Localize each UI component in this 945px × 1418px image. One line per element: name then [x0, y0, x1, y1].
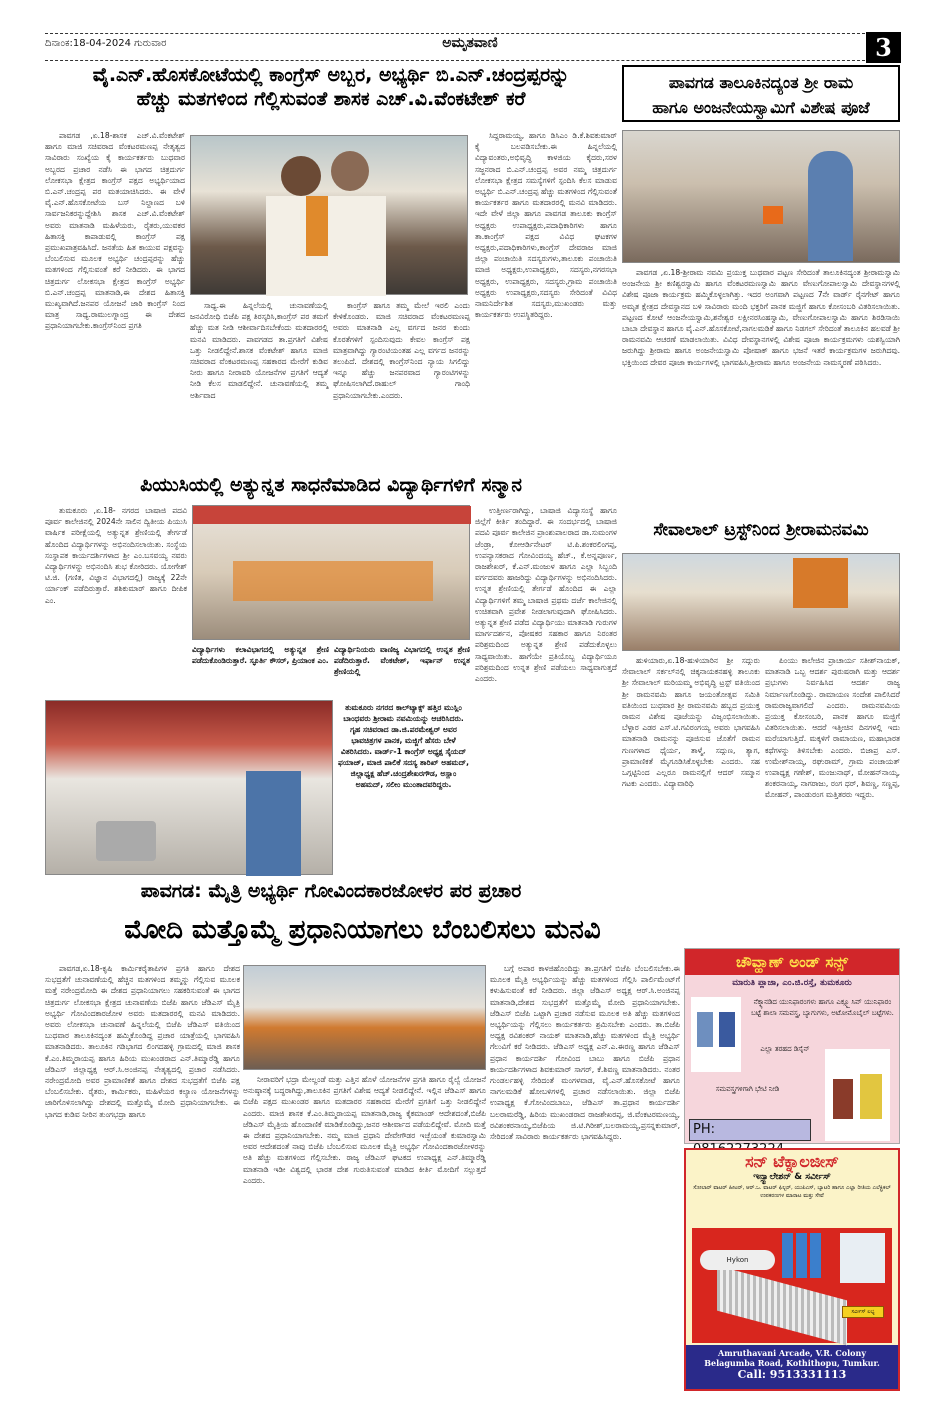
- issue-date: ದಿನಾಂಕ:18-04-2024 ಗುರುವಾರ: [45, 38, 167, 49]
- article-column: [475, 505, 617, 870]
- headline-line: ವೈ.ಎನ್.ಹೊಸಕೋಟೆಯಲ್ಲಿ ಕಾಂಗ್ರೆಸ್ ಅಬ್ಬರ, ಅಭ್ಯರ್ಥಿ ಬಿ.ಎನ್.ಚಂದ್ರಪ್ಪರನ್ನು: [92, 64, 570, 86]
- article-text: ಬಗ್ಗೆ ಅಪಾರ ಕಾಳಜಿಹೊಂದಿದ್ದು ತಾ.ಪ್ರಗತಿಗೆ ಬಿಜೆಪಿ ಬೆಂಬಲಿಸಬೇಕು.ಈ ಮೂಲಕ ಮೈತ್ರಿ ಅಭ್ಯರ್ಥಿಯನ್ನು ಹೆಚ್ಚು ಮತಗಳಿಂದ ಗೆಲ್ಲಿಸಿ ಪಾರ್ಲಿಮೆಂಟ್‌ಗೆ ಕಳುಹಿಸುವಂತೆ ಕರೆ ನೀಡಿದರು. ಜಿಲ್ಲಾ ಜೆಡಿಎಸ್ ಅಧ್ಯಕ್ಷ ಆರ್.ಸಿ.ಅಂಜಿನಪ್ಪ ಮಾತನಾಡಿ,ದೇಶದ ಸುಭದ್ರತೆಗೆ ಮತ್ತೊಮ್ಮೆ ಮೋದಿ ಪ್ರಧಾನಿಯಾಗಬೇಕು. ಜೆಡಿಎಸ್ ಬಿಜೆಪಿ ಒಟ್ಟಾಗಿ ಪ್ರಚಾರ ನಡೆಸುವ ಮೂಲಕ ಅತಿ ಹೆಚ್ಚು ಮತಗಳಿಂದ ಅಭ್ಯರ್ಥಿಯನ್ನು ಗೆಲ್ಲಿಸಲು ಕಾರ್ಯಕರ್ತರು ಶ್ರಮಿಸಬೇಕು ಎಂದರು. ತಾ.ಬಿಜೆಪಿ ಅಧ್ಯಕ್ಷ ರವಿಶಂಕರ್ ನಾಯಕ್ ಮಾತನಾಡಿ,ಹೆಚ್ಚು ಮತಗಳಿಂದ ಮೈತ್ರಿ ಅಭ್ಯರ್ಥಿ ಗೆಲುವಿಗೆ ಕರೆ ನೀಡಿದರು. ಜೆಡಿಎಸ್ ಅಧ್ಯಕ್ಷ ಎನ್.ಎ.ಈರಣ್ಣ ಹಾಗೂ ಜೆಡಿಎಸ್ ಪ್ರಧಾನ ಕಾರ್ಯದರ್ಶಿ ಗೋವಿಂದ ಬಾಬು ಹಾಗೂ ಬಿಜೆಪಿ ಪ್ರಧಾನ ಕಾರ್ಯದರ್ಶಿಗಳಾದ ಶಿವಕುಮಾರ್ ಸಾಗರ್, ಕೆ.ಶಿವಣ್ಣ ಮಾತನಾಡಿದರು. ನಂತರ ಗುಂಡರ್ಲಹಳ್ಳಿ ಸೇರಿದಂತೆ ಮಂಗಳವಾಡ, ವೈ.ಎನ್.ಹೊಸಕೋಟೆ ಹಾಗೂ ನಾಗಲಮಡಿಕೆ ಹೋಬಳಿಗಳಲ್ಲಿ ಪ್ರಚಾರ ನಡೆಸಲಾಯಿತು. ಜಿಲ್ಲಾ ಬಿಜೆಪಿ ಉಪಾಧ್ಯಕ್ಷ ಕೆ.ಗೋವಿಂದಬಾಬು, ಜೆಡಿಎಸ್ ತಾ.ಪ್ರಧಾನ ಕಾರ್ಯದರ್ಶಿ ಬಲರಾಮರೆಡ್ಡಿ, ಹಿರಿಯ ಮುಖಂಡರಾದ ರಾಜಶೇಖರಪ್ಪ, ಜಿ.ವೆಂಕಟರಮಣಯ್ಯ, ರವಿಶಂಕರನಾಯ್ಕ,ಬಿಜೆಪಿಯ ಜಿ.ಟಿ.ಗಿರೀಶ್,ಬಲರಾಮಯ್ಯ,ಪ್ರಸನ್ನಕುಮಾರ್, ಸೇರಿದಂತೆ ಸಾವಿರಾರು ಕಾರ್ಯಕರ್ತರು ಭಾಗವಹಿಸಿದ್ದರು.: [490, 964, 680, 1142]
- article-text: ಸಿದ್ದರಾಮಯ್ಯ, ಹಾಗೂ ಡಿಸಿಎಂ ಡಿ.ಕೆ.ಶಿವಕುಮಾರ್ ಕೈ ಬಲಪಡಿಸಬೇಕು.ಈ ಹಿನ್ನಲೆಯಲ್ಲಿ ವಿದ್ಯಾವಂತರು,ಅಭಿವೃದ್ಧಿ ಕಾಳಜಿಯ ಕೈದರು,ಸರಳ ಸಜ್ಜನರಾದ ಬಿ.ಎನ್.ಚಂದ್ರಪ್ಪ ಅವರ ನಮ್ಮ ಚಿತ್ರದುರ್ಗ ಲೋಕಸಭಾ ಕ್ಷೇತ್ರದ ಸಮಸ್ಯೆಗಳಿಗೆ ಸ್ಪಂದಿಸಿ ಕೆಲಸ ಮಾಡುವ ಅಭ್ಯರ್ಥಿ ಬಿ.ಎನ್.ಚಂದ್ರಪ್ಪ ಹೆಚ್ಚು ಮತಗಳಿಂದ ಗೆಲ್ಲಿಸುವಂತೆ ಕಾರ್ಯಕರ್ತರ ಹಾಗೂ ಮತದಾರರಲ್ಲಿ ಮನವಿ ಮಾಡಿದರು. ಇದೇ ವೇಳೆ ಜಿಲ್ಲಾ ಹಾಗೂ ಪಾವಗಡ ತಾಲೂಕು ಕಾಂಗ್ರೆಸ್ ಅಧ್ಯಕ್ಷರು ಉಪಾಧ್ಯಕ್ಷರು,ಪದಾಧಿಕಾರಿಗಳು ಹಾಗೂ ತಾ.ಕಾಂಗ್ರೆಸ್ ಪಕ್ಷದ ವಿವಿಧ ಘಟಕಗಳ ಅಧ್ಯಕ್ಷರು,ಪದಾಧಿಕಾರಿಗಳು,ಕಾಂಗ್ರೆಸ್ ದೇವರಾಜ ಮಾಜಿ ಜಿಲ್ಲಾ ಪಂಚಾಯಿತಿ ಸದಸ್ಯರುಗಳು,ತಾಲೂಕು ಪಂಚಾಯಿತಿ ಮಾಜಿ ಅಧ್ಯಕ್ಷರು,ಉಪಾಧ್ಯಕ್ಷರು, ಸದಸ್ಯರು,ನಗರಸಭಾ ಅಧ್ಯಕ್ಷರು, ಉಪಾಧ್ಯಕ್ಷರು, ಸದಸ್ಯರು,ಗ್ರಾಮ ಪಂಚಾಯಿತಿ ಅಧ್ಯಕ್ಷರು ಉಪಾಧ್ಯಕ್ಷರು,ಸದಸ್ಯರು ಸೇರಿದಂತೆ ವಿವಿಧ ನಾಮನಿರ್ದೇಶಿತ ಸದಸ್ಯರು,ಮುಖಂಡರು ಮತ್ತು ಕಾರ್ಯಕರ್ತರು ಉಪಸ್ಥಿತರಿದ್ದರು.: [475, 131, 617, 320]
- article-text: ಪಾವಗಡ,ಏ.18-ಕೃಷಿ ಕಾರ್ಮಿಕರೈತಾಪಿಗಳ ಪ್ರಗತಿ ಹಾಗೂ ದೇಶದ ಸುಭದ್ರತೆಗೆ ಚುನಾವಣೆಯಲ್ಲಿ ಹೆಚ್ಚಿನ ಮತಗಳಿಂದ ತಮ್ಮನ್ನು ಗೆಲ್ಲಿಸುವ ಮೂಲಕ ಮತ್ತೆ ನರೇಂದ್ರಮೋದಿ ಈ ದೇಶದ ಪ್ರಧಾನಿಯಾಗಲು ಸಹಕರಿಸುವಂತೆ ಈ ಭಾಗದ ಚಿತ್ರದುರ್ಗ ಲೋಕಸಭಾ ಕ್ಷೇತ್ರದ ಚುನಾವಣೆಯ ಬಿಜೆಪಿ ಹಾಗೂ ಜೆಡಿಎಸ್ ಮೈತ್ರಿ ಅಭ್ಯರ್ಥಿ ಗೋವಿಂದಕಾರಜೋಳ ಅವರು ಮತದಾರರಲ್ಲಿ ಮನವಿ ಮಾಡಿದರು. ಅವರು ಲೋಕಸಭಾ ಚುನಾವಣೆ ಹಿನ್ನಲೆಯಲ್ಲಿ ಬಿಜೆಪಿ ಜೆಡಿಎಸ್ ವತಿಯಿಂದ ಬುಧವಾರ ತಾಲೂಕಿನದ್ಯಂತ ಹಮ್ಮಿಕೊಂಡಿದ್ದ ಪ್ರಚಾರ ಯಾತ್ರೆಯಲ್ಲಿ ಭಾಗವಹಿಸಿ ಮಾತನಾಡಿದರು. ತಾಲೂಕಿನ ಗಡಿಭಾಗದ ಲಿಂಗದಹಳ್ಳಿ ಗ್ರಾಮದಲ್ಲಿ ಮಾಜಿ ಶಾಸಕ ಕೆ.ಎಂ.ತಿಮ್ಮರಾಯಪ್ಪ ಹಾಗೂ ಹಿರಿಯ ಮುಖಂಡರಾದ ಎನ್.ತಿಮ್ಮಾರೆಡ್ಡಿ ಹಾಗೂ ಜೆಡಿಎಸ್ ಜಿಲ್ಲಾಧ್ಯಕ್ಷ ಆರ್.ಸಿ.ಅಂಜಿನಪ್ಪ ನೇತೃತ್ವದಲ್ಲಿ ಪ್ರಚಾರ ನಡೆಸಿದರು. ನರೇಂದ್ರಮೋದಿ ಅವರ ಪ್ರಾಮಾಣಿಕತೆ ಹಾಗೂ ದೇಶದ ಸುಭದ್ರತೆಗೆ ಬಿಜೆಪಿ ಪಕ್ಷ ಬೆಂಬಲಿಸಬೇಕು. ರೈತರು, ಕಾರ್ಮಿಕರು, ಮಹಿಳೆಯರ ಕಲ್ಯಾಣ ಯೋಜನೆಗಳನ್ನು ಜಾರಿಗೊಳಿಸಲಾಗಿದ್ದು ದೇಶದಲ್ಲಿ ಮತ್ತೊಮ್ಮೆ ಮೋದಿ ಪ್ರಧಾನಿಯಾಗಬೇಕು. ಈ ಭಾಗದ ಕುಡಿವ ನೀರಿನ ತುಂಗಭದ್ರಾ ಹಾಗೂ: [45, 964, 240, 1119]
- ad-title: ಚೌವ್ಹಾಣ್ ಅಂಡ್ ಸನ್ಸ್: [685, 949, 899, 975]
- ad-address: Belagumba Road, Kothithopu, Tumkur.: [704, 1358, 880, 1368]
- newspaper-name: ಅಮೃತವಾಣಿ: [442, 35, 498, 51]
- headline: ಮೋದಿ ಮತ್ತೊಮ್ಮೆ ಪ್ರಧಾನಿಯಾಗಲು ಬೆಂಬಲಿಸಲು ಮನವಿ: [124, 915, 601, 945]
- article-column: [243, 1074, 486, 1394]
- ad-text: ಎಲ್ಲಾ ತರಹದ ಡಿಸೈನ್: [760, 1045, 810, 1053]
- ad-text: ನೆಕ್ಕ್ಯಾನಡಿದ ಯುನಿಫಾರಂಗಳು ಹಾಗೂ ಎಕ್ಸ್ಕ್ಲೂಸಿವ್ ಯುನಿಫಾರಂ ಬಟ್ಟೆ ಶಾಲಾ ಸಮವಸ್ತ್ರ, ಬ್ಯಾಗುಗಳು, ಅಟೋಮೊಬೈಲ್ ಬಟ್ಟೆಗಳು.: [751, 998, 894, 1017]
- photo-kids: [691, 997, 741, 1072]
- article-text: ಸಾಧ್ಯ.ಈ ಹಿನ್ನಲೆಯಲ್ಲಿ ಚುನಾವಣೆಯಲ್ಲಿ ಜನವಿರೋಧಿ ಬಿಜೆಪಿ ಪಕ್ಷ ತಿರಸ್ಕರಿಸಿ,ಕಾಂಗ್ರೆಸ್ ಪರ ತಮಗೆ ಹೆಚ್ಚು ಮತ ನೀಡಿ ಆಶೀರ್ವಾದಿಸಬೇಕೆಂದು ಮತದಾರರಲ್ಲಿ ಮನವಿ ಮಾಡಿದರು. ಪಾವಗಡದ ತಾ.ಪ್ರಗತಿಗೆ ವಿಶೇಷ ಒತ್ತು ನೀಡಲಿದ್ದೇನೆ.ಶಾಸಕ ವೆಂಕಟೇಶ್ ಹಾಗೂ ಮಾಜಿ ಸಚಿವರಾದ ವೆಂಕಟರಮಣಪ್ಪ ಸಹಕಾರದ ಮೇರೆಗೆ ಕುಡಿವ ನೀರು ಹಾಗೂ ನೀರಾವರಿ ಯೋಜನೆಗಳ ಪ್ರಗತಿಗೆ ಆದ್ಯತೆ ನೀಡಿ ಕೆಲಸ ಮಾಡಲಿದ್ದೇನೆ. ಚುನಾವಣೆಯಲ್ಲಿ ತಮ್ಮ ಅರ್ಶಿವಾದ: [190, 301, 328, 400]
- ad-badge: ಸರ್ವೀಸ್ ಲಭ್ಯ: [842, 1306, 884, 1318]
- article-column: [333, 300, 470, 475]
- photo-caption: ವಿದ್ಯಾರ್ಥಿನಿಯರು ವಾಣಿಜ್ಯ ವಿಭಾಗದಲ್ಲಿ ಉನ್ನತ ಶ್ರೇಣಿ ಪಡೆದಿರುತ್ತಾರೆ. ವೆಂಕಟೇಶ್, ಇರ್ಫಾನ್ ಉನ್ನತ ಶ್ರೇಣಿಯಲ್ಲಿ: [334, 645, 470, 676]
- headline: ಪಿಯುಸಿಯಲ್ಲಿ ಅತ್ಯುನ್ನತ ಸಾಧನೆಮಾಡಿದ ವಿದ್ಯಾರ್ಥಿಗಳಿಗೆ ಸನ್ಮಾನ: [140, 474, 522, 496]
- article-column: [190, 300, 328, 475]
- headline-line: ಪಾವಗಡ ತಾಲೂಕಿನದ್ಯಂತ ಶ್ರೀ ರಾಮ: [668, 73, 854, 92]
- article-column: [45, 505, 187, 695]
- article-text: ಪಿಂಯು ಕಾಲೇಜಿನ ಪ್ರಾಚಾರ್ಯ ಸತೀಶ್‌ನಾಯಕ್, ಮಾತನಾಡಿ ಒಬ್ಬ ಆದರ್ಶ ಪುರುಷರಾಗಿ ಮತ್ತು ಆದರ್ಶ ಪ್ರಭುಗಳು ನಿರ್ವಹಿಸಿದ ಆದರ್ಶ ರಾಜ್ಯ ನಿರ್ಮಾಣಗೊಂಡಿದ್ದು. ರಾಮಾಯಣ ಸಂದೇಶ ಪಾಲಿಸಿದರೆ ರಾಮರಾಜ್ಯವಾಗಲಿದೆ ಎಂದರು. ರಾಮನವಮಿಯ ಪ್ರಯುಕ್ತ ಕೋಸಂಬರಿ, ಪಾನಕ ಹಾಗೂ ಮಜ್ಜಿಗೆ ವಿತರಿಸಲಾಯಿತು. ಆದರೆ ಇತ್ತೀಚಿನ ದಿನಗಳಲ್ಲಿ ಇದು ಮರೆಯಾಗುತ್ತಿದೆ. ಮಕ್ಕಳಿಗೆ ರಾಮಾಯಣ, ಮಹಾಭಾರತ ಕಥೆಗಳನ್ನು ತಿಳಿಸಬೇಕು ಎಂದರು. ಬಿಜಾಪ್ರ ಎಸ್. ಉಮೇಶ್‌ನಾಯ್ಕ, ರಘುರಾಮ್, ಗ್ರಾಮ ಪಂಚಾಯತ್ ಉಪಾಧ್ಯಕ್ಷ ಗಣೇಶ್, ಮಂಜುನಾಥ್, ಮೋಹನ್‌ನಾಯ್ಕ, ಶಂಕರನಾಯ್ಕ, ನಾಗರಾಜು, ರಂಗ ಧರ್, ಶಿವಣ್ಣ, ಸಣ್ಣಪ್ಪ, ಮೋಹನ್, ಪಾಂಡುರಂಗ ಮತ್ತಿತರರು ಇದ್ದರು.: [765, 656, 900, 800]
- ad-address: ಮಾರುತಿ ಪ್ಲಾಜಾ, ಎಂ.ಜಿ.ರಸ್ತೆ, ತುಮಕೂರು: [732, 978, 852, 988]
- article-text: ಕಾಂಗ್ರೆಸ್ ಹಾಗೂ ತಮ್ಮ ಮೇಲೆ ಇರಲಿ ಎಂದು ಕೇಳಿಕೊಂಡರು. ಮಾಜಿ ಸಚಿವರಾದ ವೆಂಕಟರಮಣಪ್ಪ ಅವರು ಮಾತನಾಡಿ ಎಲ್ಲ ವರ್ಗದ ಜನರ ಕುಂದು ಕೊರತೆಗಳಿಗೆ ಸ್ಪಂದಿಸುವುದು ಕೇವಲ ಕಾಂಗ್ರೆಸ್ ಪಕ್ಷ ಮಾತ್ರವಾಗಿದ್ದು ಗ್ಯಾರಂಟಿಯಂತಹ ಎಲ್ಲ ವರ್ಗದ ಜನರನ್ನು ತಲುಪಿದೆ. ದೇಶದಲ್ಲಿ ಕಾಂಗ್ರೆಸ್‌ನಿಂದ ನ್ಯಾಯ ಸಿಗಲಿದ್ದು ಇನ್ನೂ ಹೆಚ್ಚು ಜನಪರವಾದ ಗ್ಯಾರಂಟಿಗಳನ್ನು ಘೋಷಿಸಲಾಗಿದೆ.ರಾಹುಲ್ ಗಾಂಧಿ ಪ್ರಧಾನಿಯಾಗಬೇಕು.ಎಂದರು.: [333, 301, 470, 400]
- photo-buttermilk-distribution: [45, 700, 333, 875]
- photo-caption: ತುಮಕೂರು ನಗರದ ಕಾಲ್‌ಟ್ಯಾಕ್ಸ್ ಹತ್ತಿರ ಮುಸ್ಲಿಂ ಬಾಂಧವರು ಶ್ರೀರಾಮ ನವಮಿಯನ್ನು ಆಚರಿಸಿದರು. ಗೃಹ ಸಚಿವರಾದ ಡಾ.ಜಿ.ಪರಮೇಶ್ವರ್ ಅವರ ಭಾವಚಿತ್ರಗಳ ಪಾನಕ, ಮಜ್ಜಿಗೆ ಹೆಸರು ಬೇಳೆ ವಿತರಿಸಿದರು. ವಾರ್ಡ್-1 ಕಾಂಗ್ರೆಸ್ ಅಧ್ಯಕ್ಷ ಸೈಯದ್ ಫಯಾಜ್, ಮಾಜಿ ಪಾಲಿಕೆ ಸದಸ್ಯ ತಾರಿಖ್ ಅಹಮದ್, ಜಿಲ್ಲಾಧ್ಯಕ್ಷ ಹೆಚ್.ಚಂದ್ರಶೇಖರಗೌಡ, ಅಸ್ಲಾಂ ಅಹಮದ್, ಸಲೀಂ ಮುಂತಾದವರಿದ್ದರು.: [338, 703, 469, 789]
- article-column: [45, 130, 185, 475]
- ad-title: ಸನ್ ಟೆಕ್ನಾಲಜೀಸ್: [745, 1152, 839, 1171]
- page-number: 3: [866, 32, 901, 63]
- photo-sevalal: [622, 553, 900, 651]
- article-text: ಪಾವಗಡ ,ಏ.18-ಶಾಸಕ ಎಚ್.ವಿ.ವೆಂಕಟೇಶ್ ಹಾಗೂ ಮಾಜಿ ಸಚಿವರಾದ ವೆಂಕಟರಮಣಪ್ಪ ನೇತೃತ್ವದ ಸಾವಿರಾರು ಸಂಖ್ಯೆಯ ಕೈ ಕಾರ್ಯಕರ್ತರು ಬುಧವಾರ ಅಬ್ಬರದ ಪ್ರಚಾರ ನಡೆಸಿ ಈ ಭಾಗದ ಚಿತ್ರದುರ್ಗ ಲೋಕಸಭಾ ಕ್ಷೇತ್ರದ ಕಾಂಗ್ರೆಸ್ ಪಕ್ಷದ ಅಭ್ಯರ್ಥಿಯಾದ ಬಿ.ಎನ್.ಚಂದ್ರಪ್ಪ ಪರ ಮತಯಾಚಿಸಿದರು. ಈ ವೇಳೆ ವೈ.ಎನ್.ಹೊಸಕೋಟೆಯ ಬಸ್ ನಿಲ್ದಾಣದ ಬಳಿ ಸಾರ್ವಜನಿಕರನ್ನುದ್ದೇಶಿಸಿ ಶಾಸಕ ಎಚ್.ವಿ.ವೆಂಕಟೇಶ್ ಅವರು ಮಾತನಾಡಿ ಮಹಿಳೆಯರು, ರೈತರು,ಯುವಕರ ಹಿತಾಸಕ್ತಿ ಕಾಪಾಡುವಲ್ಲಿ ಕಾಂಗ್ರೆಸ್ ಪಕ್ಷ ಪ್ರಮುಖಪಾತ್ರವಹಿಸಿದೆ. ಜನತೆಯ ಹಿತ ಕಾಯುವ ಪಕ್ಷವನ್ನು ಬೆಂಬಲಿಸುವ ಮೂಲಕ ಅಭ್ಯರ್ಥಿ ಚಂದ್ರಪ್ಪರನ್ನು ಹೆಚ್ಚು ಮತಗಳಿಂದ ಗೆಲ್ಲಿಸುವಂತೆ ಕರೆ ನೀಡಿದರು. ಈ ಭಾಗದ ಚಿತ್ರದುರ್ಗ ಲೋಕಸಭಾ ಕ್ಷೇತ್ರದ ಕಾಂಗ್ರೆಸ್ ಅಭ್ಯರ್ಥಿ ಬಿ.ಎನ್.ಚಂದ್ರಪ್ಪ ಮಾತನಾಡಿ,ಈ ದೇಶದ ಹಿತಾಸಕ್ತಿ ಮುಖ್ಯವಾಗಿದೆ.ಜನಪರ ಯೋಜನೆ ಜಾರಿ ಕಾಂಗ್ರೆಸ್ ನಿಂದ ಮಾತ್ರ ಸಾಧ್ಯ.ರಾಮುಲಗ್ನಾಂದ್ರ ಈ ದೇಶದ ಪ್ರಧಾನಿಯಾಗಬೇಕು.ಕಾಂಗ್ರೆಸ್‌ನಿಂದ ಪ್ರಗತಿ: [45, 131, 185, 331]
- divider: [45, 33, 865, 34]
- photo-caption: ವಿದ್ಯಾರ್ಥಿಗಳು ಕಲಾವಿಭಾಗದಲ್ಲಿ ಅತ್ಯುನ್ನತ ಶ್ರೇಣಿ ಪಡೆದುಕೊಂಡಿರುತ್ತಾರೆ. ಸ್ಫೂರ್ತಿ ಕೌಸರ್, ಪ್ರಿಯಾಂಕ ಎಂ.: [192, 645, 329, 665]
- article-column: [765, 655, 900, 940]
- solar-heater-tank: [700, 1250, 775, 1270]
- photo-students: [192, 505, 470, 640]
- photo-campaign-vehicle: [243, 965, 486, 1070]
- ad-text: ಸಮವಸ್ತ್ರಗಳಿಗಾಗಿ ಭೇಟಿ ನೀಡಿ: [715, 1085, 780, 1093]
- ad-subtitle: ಇನ್ಸ್ಟಾಲೇಶನ್ & ಸರ್ವೀಸ್: [753, 1172, 831, 1182]
- ad-phone: PH:: [689, 1119, 811, 1141]
- headline: [45, 64, 617, 112]
- headline: ಪಾವಗಡ: ಮೈತ್ರಿ ಅಭ್ಯರ್ಥಿ ಗೋವಿಂದಕಾರಜೋಳರ ಪರ ಪ್ರಚಾರ: [140, 880, 522, 902]
- article-text: ಉತ್ತೀರ್ಣರಾಗಿದ್ದು, ಬಾಷಾಜಿ ವಿದ್ಯಾಸಂಸ್ಥೆ ಹಾಗೂ ಜಿಲ್ಲೆಗೆ ಕೀರ್ತಿ ತಂದಿದ್ದಾರೆ. ಈ ಸಂದರ್ಭದಲ್ಲಿ ಬಾಷಾಜಿ ಪದವಿ ಪೂರ್ವ ಕಾಲೇಜಿನ ಪ್ರಾಂಶುಪಾಲರಾದ ಡಾ.ಸುಮಂಗಳ ಜೆಂಡ್ರಾ, ಕೋಆರ್ಡಿನೇಟರ್ ಟಿ.ಪಿ.ಶಂಕರಲಿಂಗಪ್ಪ, ಉಪನ್ಯಾಸಕರಾದ ಗೋವಿಂದಯ್ಯ ಹೆಚ್., ಕೆ.ಅನ್ನಪೂರ್ಣ, ರಾಜಶೇಖರ್, ಕೆ.ಎನ್.ಮಂಜುಳ ಹಾಗೂ ಎಲ್ಲಾ ಸಿಬ್ಬಂದಿ ವರ್ಗದವರು ಹಾಜರಿದ್ದು ವಿದ್ಯಾರ್ಥಿಗಳನ್ನು ಅಭಿನಂದಿಸಿದರು. ಉನ್ನತ ಶ್ರೇಣಿಯಲ್ಲಿ ತೇರ್ಗಡೆ ಹೊಂದಿದ ಈ ಎಲ್ಲಾ ವಿದ್ಯಾರ್ಥಿಗಳಿಗೆ ತಮ್ಮ ಬಾಷಾಜಿ ಪ್ರಥಮ ದರ್ಜೆ ಕಾಲೇಜಿನಲ್ಲಿ ಉಚಿತವಾಗಿ ಪ್ರವೇಶ ನೀಡಲಾಗುವುದಾಗಿ ಘೋಷಿಸಿದರು. ಅತ್ಯುನ್ನತ ಶ್ರೇಣಿ ಪಡೆದ ವಿದ್ಯಾರ್ಥಿಯು ಮಾತನಾಡಿ ಗುರುಗಳ ಮಾರ್ಗದರ್ಶನ, ಪೋಷಕರ ಸಹಕಾರ ಹಾಗೂ ನಿರಂತರ ಪರಿಶ್ರಮದಿಂದ ಅತ್ಯುನ್ನತ ಶ್ರೇಣಿ ಪಡೆದುಕೊಳ್ಳಲು ಸಾಧ್ಯವಾಯಿತು. ಹಾಗೆಯೇ ಪ್ರತಿಯೊಬ್ಬ ವಿದ್ಯಾರ್ಥಿಯೂ ಪರಿಶ್ರಮದಿಂದ ಉನ್ನತ ಶ್ರೇಣಿ ಪಡೆಯಲು ಸಾಧ್ಯವಾಗುತ್ತದೆ ಎಂದರು.: [475, 506, 617, 684]
- article-column: [490, 963, 680, 1393]
- advertisement-uniform: [684, 948, 900, 1144]
- ad-phone: Call: 9513331113: [737, 1368, 847, 1381]
- headline-line: ಹೆಚ್ಚು ಮತಗಳಿಂದ ಗೆಲ್ಲಿಸುವಂತೆ ಶಾಸಕ ಎಚ್.ವಿ.ವೆಂಕಟೇಶ್ ಕರೆ: [136, 87, 526, 110]
- article-column: [622, 655, 760, 940]
- article-column: [45, 963, 240, 1393]
- headline: ಸೇವಾಲಾಲ್ ಟ್ರಸ್ಟ್‌ನಿಂದ ಶ್ರೀರಾಮನವಮಿ: [653, 520, 869, 540]
- photo-rama-navami: [622, 130, 900, 263]
- headline-box: [622, 65, 900, 122]
- ad-brand: Hykon: [726, 1256, 749, 1264]
- ad-text: ಸೋಲಾರ್ ವಾಟರ್ ಹೀಟರ್, ಆರ್.ಒ. ವಾಟರ್ ಫಿಲ್ಟರ್, ಯುಪಿಎಸ್, ಬ್ಯಾಟರಿ ಹಾಗೂ ಎಲ್ಲಾ ರೀತಿಯ ಎಲೆಕ್ಟ್ರಿಕಲ್ ಉಪಕರಣಗಳ ಮಾರಾಟ ಮತ್ತು ಸೇವೆ: [693, 1185, 891, 1199]
- divider: [45, 60, 865, 61]
- article-column: [622, 267, 900, 515]
- article-text: ಹುಳಿಯಾರು,ಏ.18-ಹುಳಿಯಾರಿನ ಶ್ರೀ ಸದ್ಗುರು ಸೇವಾಲಾಲ್ ಸರ್ಕಲ್‌ನಲ್ಲಿ ಚಿಕ್ಕನಾಯಕನಹಳ್ಳಿ ತಾಲೂಕು ಶ್ರೀ ಸೇವಾಲಾಲ್ ಮರಿಯಮ್ಮ ಅಭಿವೃದ್ಧಿ ಟ್ರಸ್ಟ್ ವತಿಯಿಂದ ಶ್ರೀ ರಾಮನವಮಿ ಹಾಗೂ ಜಯಂತೋತ್ಸವ ಸಮಿತಿ ವತಿಯಿಂದ ಬುಧವಾರ ಶ್ರೀ ರಾಮನವಮಿ ಹಬ್ಬದ ಪ್ರಯುಕ್ತ ರಾಮನ ವಿಶೇಷ ಪೂಜೆಯನ್ನು ವಿಜೃಂಭಿಸಲಾಯಿತು. ಬೆಳ್ಳಾರ ಎಡರ ಎಸ್.ಟಿ.ಗವಿರಂಗಯ್ಯ ಅವರು ಭಾಗವಹಿಸಿ ಮಾತನಾಡಿ ರಾಮನನ್ನು ಪೂಜಿಸುವ ಜೊತೆಗೆ ರಾಮನ ಗುಣಗಳಾದ ಧೈರ್ಯ, ತಾಳ್ಮೆ, ಸದ್ಗುಣ, ತ್ಯಾಗ, ಪ್ರಾಮಾಣಿಕತೆ ಮೈಗೂಡಿಸಿಕೊಳ್ಳಬೇಕು ಎಂದರು. ಸಹ ಒಗ್ಗಟ್ಟಿನಿಂದ ಎಲ್ಲರೂ ರಾಮನಲ್ಲಿಗೆ ಆದರ್ ಸಮ್ಮಾನ ಗಟಕು ಎಂದರು. ವಿದ್ಯಾವಾರಿಧಿ: [622, 656, 760, 789]
- article-text: ತುಮಕೂರು ,ಏ.18- ನಗರದ ಬಾಷಾಜಿ ಪದವಿ ಪೂರ್ವ ಕಾಲೇಜಿನಲ್ಲಿ 2024ನೇ ಸಾಲಿನ ದ್ವಿತೀಯ ಪಿಯುಸಿ ವಾರ್ಷಿಕ ಪರೀಕ್ಷೆಯಲ್ಲಿ ಅತ್ಯುನ್ನತ ಶ್ರೇಣಿಯಲ್ಲಿ ತೇರ್ಗಡೆ ಹೊಂದಿದ ವಿದ್ಯಾರ್ಥಿಗಳನ್ನು ಅಭಿನಂದಿಸಲಾಯಿತು. ಸಂಸ್ಥೆಯ ಸಂಸ್ಥಾಪಕ ಕಾರ್ಯದರ್ಶಿಗಳಾದ ಶ್ರೀ ಎಂ.ಬಸವಯ್ಯ ನವರು ವಿದ್ಯಾರ್ಥಿಗಳನ್ನು ಅಭಿನಂದಿಸಿ ಶುಭ ಕೋರಿದರು. ಯೋಗೇಶ್ ಟಿ.ಜಿ. (ಗಣಿತ, ವಿಜ್ಞಾನ ವಿಭಾಗದಲ್ಲಿ) ರಾಜ್ಯಕ್ಕೆ 22ನೇ ರ್ಯಾಂಕ್ ಪಡೆದಿರುತ್ತಾರೆ. ಶಶಿಕುಮಾರ್ ಹಾಗೂ ದೀಪಿಕ ಎಂ.: [45, 506, 187, 605]
- ad-footer: [686, 1345, 898, 1389]
- article-text: ನೀರಾವರಿಗೆ ಭದ್ರಾ ಮೇಲ್ದಂಡೆ ಮತ್ತು ಎತ್ತಿನ ಹೊಳೆ ಯೋಜನೆಗಳ ಪ್ರಗತಿ ಹಾಗೂ ರೈಲ್ವೆ ಯೋಜನೆ ಅನುಷ್ಠಾನಕ್ಕೆ ಬದ್ಧರಾಗಿದ್ದು,ತಾಲೂಕಿನ ಪ್ರಗತಿಗೆ ವಿಶೇಷ ಆದ್ಯತೆ ನೀಡಲಿದ್ದೇನೆ. ಇಲ್ಲಿನ ಜೆಡಿಎಸ್ ಹಾಗೂ ಬಿಜೆಪಿ ಪಕ್ಷದ ಮುಖಂಡರ ಹಾಗೂ ಮತದಾರರ ಸಹಕಾರದ ಮೇರೆಗೆ ಪ್ರಗತಿಗೆ ಒತ್ತು ನೀಡಲಿದ್ದೇನೆ ಎಂದರು. ಮಾಜಿ ಶಾಸಕ ಕೆ.ಎಂ.ತಿಮ್ಮರಾಯಪ್ಪ ಮಾತನಾಡಿ,ರಾಜ್ಯ ಕೈಕಮಾಂಡ್ ಆದೇಶದಂತೆ,ಬಿಜೆಪಿ ಜೆಡಿಎಸ್ ಮೈತ್ರಿಯ ಹೊಂದಾಣಿಕೆ ಮಾಡಿಕೊಂಡಿದ್ದು,ಜನರ ಆಶೀರ್ವಾದ ಪಡೆಯಲಿದ್ದೇವೆ. ಮೋದಿ ಮತ್ತೆ ಈ ದೇಶದ ಪ್ರಧಾನಿಯಾಗಬೇಕು. ನಮ್ಮ ಮಾಜಿ ಪ್ರಧಾನಿ ದೇವೇಗೌಡರ ಇಚ್ಛೆಯಂತೆ ಕುಮಾರಸ್ವಾಮಿ ಅವರ ಆದೇಶದಂತೆ ನಾವು ಬಿಜೆಪಿ ಬೆಂಬಲಿಸುವ ಮೂಲಕ ಮೈತ್ರಿ ಅಭ್ಯರ್ಥಿ ಗೋವಿಂದಕಾರಜೋಳರನ್ನು ಅತಿ ಹೆಚ್ಚು ಮತಗಳಿಂದ ಗೆಲ್ಲಿಸಬೇಕು. ರಾಜ್ಯ ಜೆಡಿಎಸ್ ಘಟಕದ ಉಪಾಧ್ಯಕ್ಷ ಎನ್.ತಿಮ್ಮಾರೆಡ್ಡಿ ಮಾತನಾಡಿ ಇಡೀ ವಿಶ್ವದಲ್ಲಿ ಭಾರತ ದೇಶ ಗುರುತಿಸುವಂತೆ ಮಾಡಿದ ಕೀರ್ತಿ ಮೋದಿಗೆ ಸಲ್ಲುತ್ತದೆ ಎಂದರು.: [243, 1075, 486, 1185]
- article-text: ಪಾವಗಡ ,ಏ.18-ಶ್ರೀರಾಮ ನವಮಿ ಪ್ರಯುಕ್ತ ಬುಧವಾರ ಪಟ್ಟಣ ಸೇರಿದಂತೆ ತಾಲೂಕಿನದ್ಯಂತ ಶ್ರೀರಾಮಸ್ವಾಮಿ ಅಂಜನೇಯ ಶ್ರೀ ಕಣಿಶ್ವರಸ್ವಾಮಿ ಹಾಗೂ ವೆಂಕಟರಮಣಸ್ವಾಮಿ ಹಾಗೂ ವೇಣುಗೋಪಾಲಸ್ವಾಮಿ ದೇವಸ್ಥಾನಗಳಲ್ಲಿ ವಿಶೇಷ ಪೂಜಾ ಕಾರ್ಯಕ್ರಮ ಹಮ್ಮಿಕೊಳ್ಳಲಾಗಿತ್ತು. ಇದರ ಅಂಗವಾಗಿ ಪಟ್ಟಣದ 7ನೇ ವಾರ್ಡ್ ರೈನಗೇಟ್ ಹಾಗೂ ಅಮೃತ ಕ್ಷೇತ್ರದ ದೇವಸ್ಥಾನದ ಬಳಿ ಸಾವಿರಾರು ಮಂದಿ ಭಕ್ತರಿಗೆ ಪಾನಕ ಮಜ್ಜಿಗೆ ಹಾಗೂ ಕೋಸಂಬರಿ ವಿತರಿಸಲಾಯಿತು. ಪಟ್ಟಣದ ಕೋಟೆ ಆಂಜನೇಯಸ್ವಾಮಿ,ಶನೇಶ್ವರ ಲಕ್ಷೀನರಸಿಂಹಸ್ವಾಮಿ, ವೇಣುಗೋಪಾಲಸ್ವಾಮಿ ಹಾಗೂ ಶಿರಡಿಸಾಯಿ ಬಾಬಾ ದೇವಸ್ಥಾನ ಹಾಗೂ ವೈ.ಎನ್.ಹೊಸಕೋಟೆ,ನಾಗಲಮಡಿಕೆ ಹಾಗೂ ನಿಡಗಲ್ ಸೇರಿದಂತೆ ತಾಲೂಕಿನ ಹಲವಡೆ ಶ್ರೀ ರಾಮನವಮಿ ಆಚರಣೆ ಮಾಡಲಾಯಿತು. ವಿವಿಧ ದೇವಸ್ಥಾನಗಳಲ್ಲಿ ವಿಶೇಷ ಪೂಜಾ ಕಾರ್ಯಕ್ರಮಗಳು ಯಶಸ್ವಿಯಾಗಿ ಜರುಗಿದ್ದು ಶ್ರೀರಾಮ ಹಾಗೂ ಅಂಜನೇಯಸ್ವಾಮಿ ಪೋಷಾಕ್ ಹಾಗೂ ಭಜನೆ ಇತರೆ ಕಾರ್ಯಕ್ರಮಗಳ ಜರುಗಿದವು. ಭಕ್ತಿಯಿಂದ ದೇವರ ಪೂಜಾ ಕಾರ್ಯಗಳಲ್ಲಿ ಭಾಗವಹಿಸಿ,ಶ್ರೀರಾಮ ಹಾಗೂ ಅಂಜನೇಯ ನಾಮಸ್ಮರಣೆ ಪಠಿಸಿದರು.: [622, 268, 900, 367]
- photo-campaign: [190, 135, 468, 295]
- headline-line: ಹಾಗೂ ಅಂಜನೇಯಸ್ವಾಮಿಗೆ ವಿಶೇಷ ಪೂಜೆ: [652, 98, 870, 117]
- ad-address: Amruthavani Arcade, V.R. Colony: [718, 1348, 866, 1358]
- ad-product-image: [692, 1228, 892, 1343]
- photo-kids: [825, 1049, 890, 1141]
- article-column: [475, 130, 617, 475]
- advertisement-sun-technologies: [684, 1148, 900, 1391]
